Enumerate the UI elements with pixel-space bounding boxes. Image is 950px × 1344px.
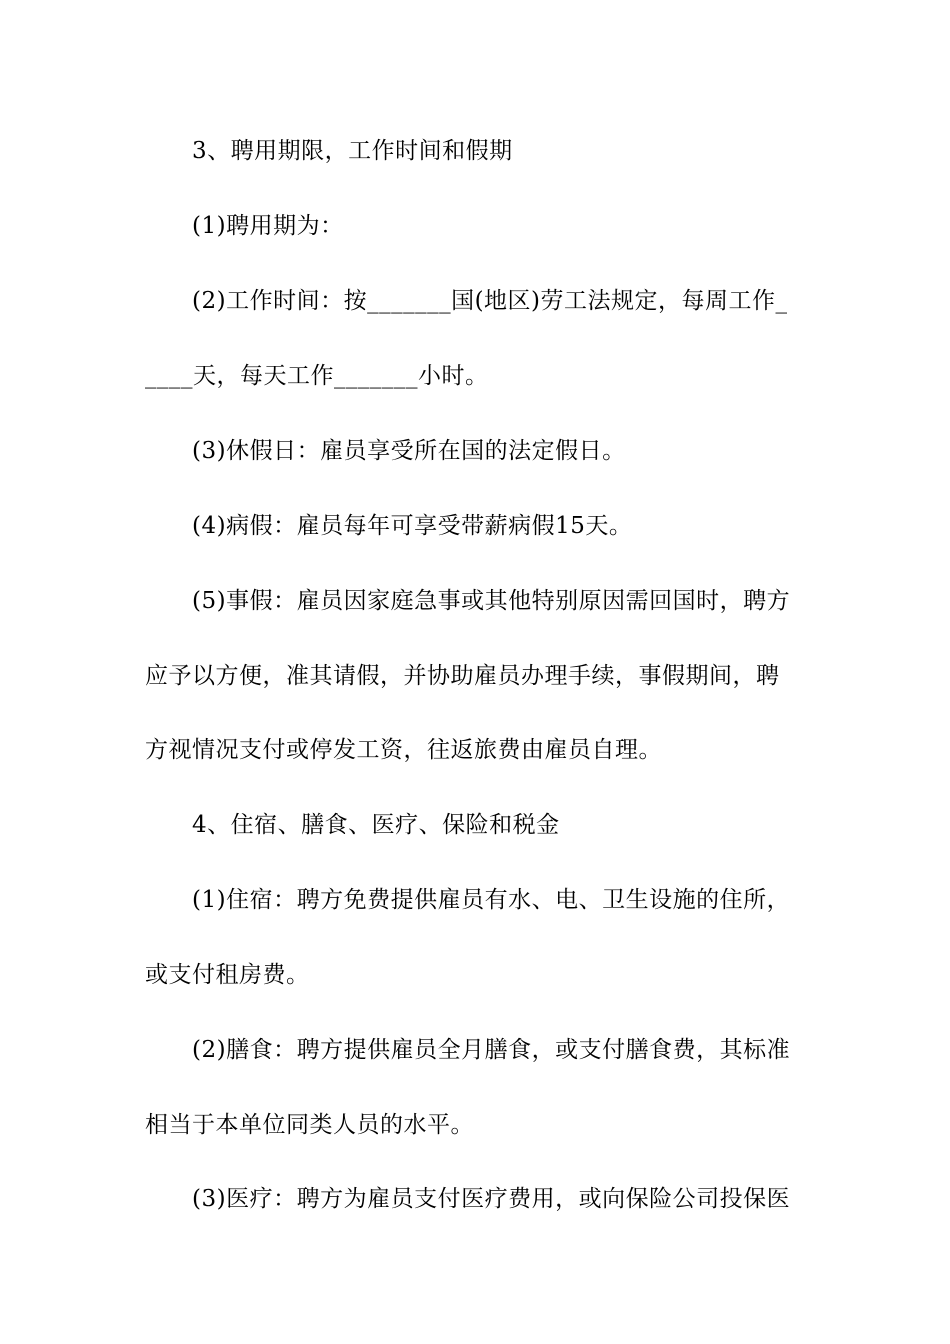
paragraph-line: 相当于本单位同类人员的水平。	[145, 1112, 474, 1138]
section-heading-3: 3、聘用期限，工作时间和假期	[192, 138, 513, 164]
paragraph-line: (5)事假：雇员因家庭急事或其他特别原因需回国时，聘方	[192, 588, 791, 614]
paragraph-line: (2)工作时间：按_______国(地区)劳工法规定，每周工作_	[192, 288, 788, 314]
section-heading-4: 4、住宿、膳食、医疗、保险和税金	[192, 812, 560, 838]
paragraph-line: (3)休假日：雇员享受所在国的法定假日。	[192, 438, 626, 464]
paragraph-line: ____天，每天工作_______小时。	[145, 363, 489, 389]
paragraph-line: (2)膳食：聘方提供雇员全月膳食，或支付膳食费，其标准	[192, 1037, 791, 1063]
paragraph-line: 或支付租房费。	[145, 962, 310, 988]
paragraph-line: 方视情况支付或停发工资，往返旅费由雇员自理。	[145, 737, 662, 763]
paragraph-line: (1)住宿：聘方免费提供雇员有水、电、卫生设施的住所，	[192, 887, 791, 913]
paragraph-line: (3)医疗：聘方为雇员支付医疗费用，或向保险公司投保医	[192, 1186, 791, 1212]
paragraph-line: (4)病假：雇员每年可享受带薪病假15天。	[192, 513, 633, 539]
paragraph-line: 应予以方便，准其请假，并协助雇员办理手续，事假期间，聘	[145, 663, 780, 689]
paragraph-line: (1)聘用期为：	[192, 213, 344, 239]
